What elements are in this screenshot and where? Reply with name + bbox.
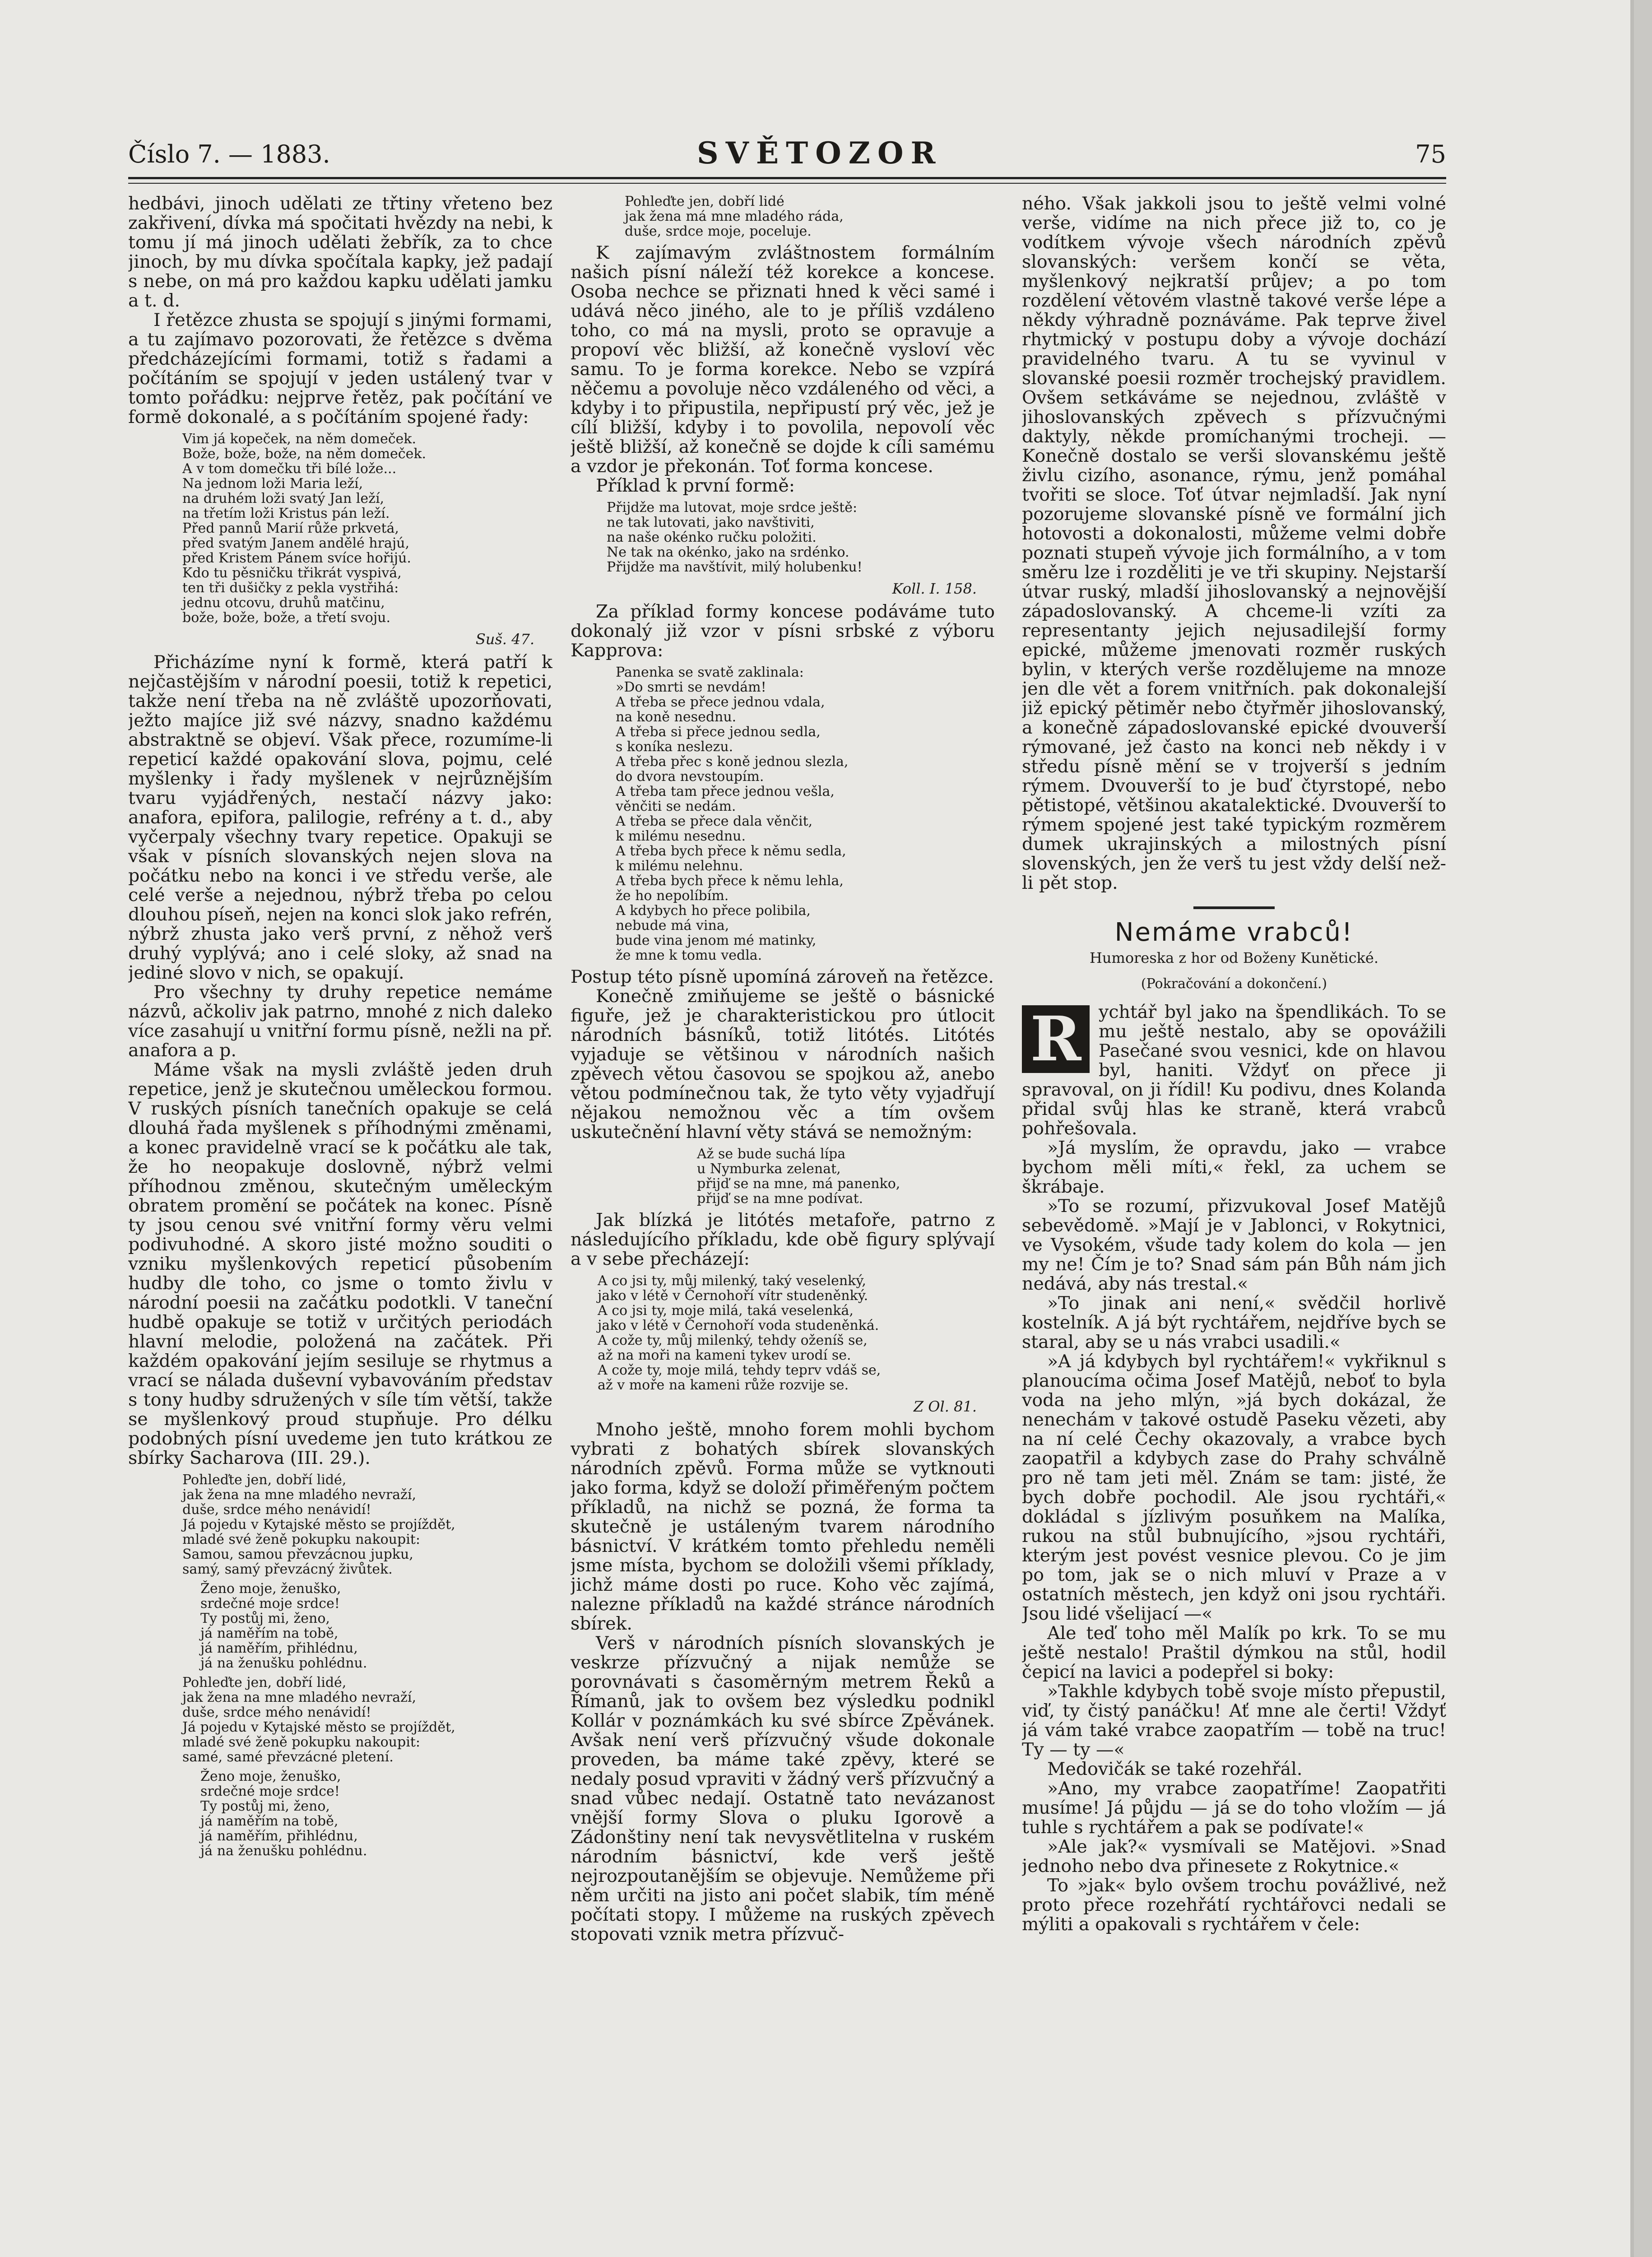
poem-line: na naše okénko ručku položiti. xyxy=(607,529,817,545)
column-1 xyxy=(128,194,552,2135)
paragraph: Medovičák se také rozehřál. xyxy=(1047,1759,1303,1779)
poem-line: bože, bože, bože, a třetí svoju. xyxy=(182,610,391,626)
poem-line: A třeba tam přece jednou vešla, xyxy=(616,784,835,799)
poem-line: že mne k tomu vedla. xyxy=(616,947,762,963)
poem-line: A kdybych ho přece polibila, xyxy=(616,903,811,919)
paragraph: Verš v národních písních slovanských je veskrze přízvučný a nijak nemůže se porovnávati s časoměrným metrem Řeků a Římanů, jak to ovšem bez výsledku podnikl Kollár v poznámkách ku své sbírce Zpěvánek. Avšak není verš přízvučný všude dokonale proveden, ba máme také zpěvy, které se nedaly posud vpraviti v žádný verš přízvučný a snad vůbec nedají. Ostatně tato nevázanost vnější formy Slova o pluku Igorově a Zádonštiny není tak nevysvětlitelna v ruském národním básnictví, kde verš ještě nejrozpoutanějším se objevuje. Nemůžeme při něm určiti na jisto ani počet slabik, tím méně počítati stopy. I můžeme na ruských zpěvech stopovati vznik metra přízvuč- xyxy=(571,1633,995,1945)
poem-example xyxy=(182,1675,552,1765)
paragraph: Pro všechny ty druhy repetice nemáme názvů, ačkoliv jak patrno, mnohé z nich daleko více zasahují u vnitřní formu písně, nežli na př. anafora a p. xyxy=(128,982,552,1061)
poem-example xyxy=(625,194,995,239)
paragraph: Přicházíme nyní k formě, která patří k nejčastějším v národní poesii, totiž k repetici, takže není třeba na ně zvláště upozorňovati, ježto majíce již své názvy, snadno každému abstraktně se objeví. Však přece, rozumíme-li repeticí každé opakování slova, pojmu, celé myšlenky i řady myšlenek v nejrůznějším tvaru vyjádřených, nestačí názvy jako: anafora, epifora, palilogie, refrény a t. d., aby vyčerpaly všechny tvary repetice. Opakuji se však v písních slovanských nejen slova na počátku nebo na konci i ve středu verše, ale celé verše a nejednou, nýbrž třeba po celou dlouhou píseň, nejen na konci slok jako refrén, nýbrž zhusta jako verš první, z něhož verš druhý vyplývá; ano i celé sloky, až snad na jediné slovo v nich, se opakují. xyxy=(128,652,552,983)
story-subtitle: Humoreska z hor od Boženy Kunětické. xyxy=(1089,949,1379,966)
paragraph: Mnoho ještě, mnoho forem mohli bychom vybrati z bohatých sbírek slovanských národních zpěvů. Forma může se vytknouti jako forma, když se doloží přiměřeným počtem příkladů, na nichž se pozná, že forma ta skutečně je ustáleným tvarem národního básnictví. V krátkém tomto přehledu neměli jsme místa, bychom se doložili všemi příklady, jichž máme dosti po ruce. Koho věc zajímá, nalezne příkladů na každé stránce národních sbírek. xyxy=(571,1419,995,1634)
poem-line: Ženo moje, ženuško, xyxy=(200,1581,341,1597)
poem-line: duše, srdce mého nenávidí! xyxy=(182,1502,371,1518)
poem-line: k milému nesednu. xyxy=(616,828,746,844)
poem-line: že ho nepolíbím. xyxy=(616,888,729,904)
poem-line: A v tom domečku tři bílé lože... xyxy=(182,461,397,477)
poem-line: před svatým Janem andělé hrajú, xyxy=(182,535,409,551)
paragraph: Postup této písně upomíná zároveň na řetězce. xyxy=(571,966,994,987)
scan-edge xyxy=(1634,0,1652,2257)
poem-line: Před pannů Marií růže prkvetá, xyxy=(182,520,399,536)
poem-line: Ty postůj mi, ženo, xyxy=(200,1611,330,1626)
paragraph: »Takhle kdybych tobě svoje místo přepustil, viď, ty čistý panáčku! Ať mne ale čerti! Vždyť já vám také vrabce zaopatřím — tobě na truc! Ty — ty —« xyxy=(1022,1681,1446,1760)
poem-line: A třeba bych přece k němu lehla, xyxy=(616,873,844,889)
poem-line: Na jednom loži Maria leží, xyxy=(182,476,363,492)
poem-line: přijď se na mne podívat. xyxy=(697,1191,863,1207)
poem-line: jednu otcovu, druhů matčinu, xyxy=(182,595,385,611)
poem-line: já naměřím na tobě, xyxy=(200,1625,339,1641)
poem-line: duše, srdce mého nenávidí! xyxy=(182,1704,371,1720)
poem-line: A třeba přec s koně jednou slezla, xyxy=(616,754,849,770)
drop-cap: R xyxy=(1022,1005,1090,1073)
paragraph: Máme však na mysli zvláště jeden druh repetice, jenž je skutečnou uměleckou formou. V ruských písních tanečních opakuje se celá dlouhá řada myšlenek s příhodnými změnami, a konec pravidelně vrací se k počátku ale tak, že ho neopakuje doslovně, nýbrž velmi příhodnou změnou, skutečným uměleckým obratem promění se počátek na konec. Písně ty jsou cenou své vnitřní formy věru velmi podivuhodné. A skoro jisté možno souditi o vzniku myšlenkových repeticí působením hudby dle toho, co jsme o tomto živlu v národní poesii na začátku podotkli. V taneční hudbě opakuje se totiž v určitých periodách hlavní melodie, položená na začátek. Při každém opakování jejím sesiluje se rhytmus a vrací se nálada duševní vybavováním představ s tony hudby sdružených v síle tím větší, takže se myšlenkový proud stupňuje. Pro délku podobných písní uvedeme jen tuto krátkou ze sbírky Sacharova (III. 29.). xyxy=(128,1059,552,1468)
paragraph: hedbávi, jinoch udělati ze třtiny vřeteno bez zakřivení, dívka má spočitati hvězdy na nebi, k tomu jí má jinoch udělati žebřík, za to chce jinoch, by mu dívka spočítala kapky, jež padají s nebe, on má pro každou kapku udělati jamku a t. d. xyxy=(128,194,552,311)
poem-example xyxy=(182,432,552,625)
poem-line: A třeba se přece jednou vdala, xyxy=(616,694,825,710)
header-rule xyxy=(128,177,1446,184)
issue-number: Číslo 7. — 1883. xyxy=(128,140,330,168)
paragraph: »Já myslím, že opravdu, jako — vrabce bychom měli míti,« řekl, za uchem se škrábaje. xyxy=(1022,1138,1446,1197)
poem-line: já naměřím na tobě, xyxy=(200,1813,339,1829)
poem-line: já naměřím, přihlédnu, xyxy=(200,1640,358,1656)
poem-line: Pohleďte jen, dobří lidé, xyxy=(182,1675,347,1690)
poem-example xyxy=(697,1147,995,1206)
poem-line: jak žena má mne mladého ráda, xyxy=(625,209,844,224)
poem-line: na třetím loži Kristus pán leží. xyxy=(182,506,390,521)
poem-line: já na ženušku pohlédnu. xyxy=(200,1843,367,1859)
poem-line: A co jsi ty, moje milá, taká veselenká, xyxy=(598,1303,854,1319)
poem-line: k milému nelehnu. xyxy=(616,858,743,874)
poem-line: s koníka neslezu. xyxy=(616,739,733,755)
poem-line: samé, samé převzácné pletení. xyxy=(182,1749,394,1765)
poem-example xyxy=(607,500,995,575)
poem-line: Přijdže ma navštívit, milý holubenku! xyxy=(607,559,863,575)
poem-example xyxy=(182,1472,552,1577)
poem-line: přijď se na mne, má panenko, xyxy=(697,1176,900,1192)
poem-example xyxy=(616,665,995,963)
poem-line: A třeba se přece dala věnčit, xyxy=(616,813,813,829)
poem-line: Kdo tu pěsničku třikrát vyspivá, xyxy=(182,565,402,581)
poem-line: jak žena na mne mladého nevraží, xyxy=(182,1487,416,1503)
poem-line: srdečné moje srdce! xyxy=(200,1783,340,1799)
poem-line: A třeba si přece jednou sedla, xyxy=(616,724,821,740)
story-title: Nemáme vrabců! xyxy=(1114,918,1354,947)
poem-line: Přijdže ma lutovat, moje srdce ještě: xyxy=(607,500,858,515)
poem-example xyxy=(598,1273,995,1393)
poem-line: Pohleďte jen, dobří lidé xyxy=(625,194,784,209)
poem-line: jako v létě v Černohoří vítr studeněnký. xyxy=(598,1288,868,1304)
paragraph: ychtář byl jako na špendlikách. To se mu ještě nestalo, aby se opovážili Pasečané svou vesnici, kde on hlavou byl, haniti. Vždyť on přece ji spravoval, on ji řídil! Ku podivu, dnes Kolanda přidal svůj hlas ke straně, která vrabců pohřešovala. xyxy=(1022,1002,1446,1139)
paragraph: K zajímavým zvláštnostem formálním našich písní náleží též korekce a koncese. Osoba nechce se přiznati hned k věci samé i udává něco jiného, ale to je příliš vzdáleno toho, co má na mysli, proto se opravuje a propoví věc bližší, až konečně vysloví věc samu. To je forma korekce. Nebo se vzpírá něčemu a povoluje něco vzdáleného od věci, a kdyby i to připustila, nepřipustí prý věc, jež je cílí bližší, kdyby i to povolila, nepovolí věc ještě bližší, až konečně se dojde k cíli samému a vzdor je překonán. Toť forma koncese. xyxy=(571,242,995,477)
poem-line: věnčiti se nedám. xyxy=(616,799,736,814)
poem-line: ne tak lutovati, jako navštiviti, xyxy=(607,515,815,530)
poem-line: mladé své ženě pokupku nakoupit: xyxy=(182,1734,420,1750)
column-2 xyxy=(571,194,995,2135)
paragraph: »To se rozumí, přizvukoval Josef Matějů sebevědomě. »Mají je v Jablonci, v Rokytnici, ve Vysokém, všude tady kolem do kola — jen my ne! Čím je to? Snad sám pán Bůh nám jich nedává, aby nás trestal.« xyxy=(1022,1196,1446,1294)
poem-line: Vim já kopeček, na něm domeček. xyxy=(182,431,416,447)
poem-line: Já pojedu v Kytajské město se projíždět, xyxy=(182,1719,455,1735)
paragraph: Za příklad formy koncese podáváme tuto dokonalý již vzor v písni srbské z výboru Kapprova: xyxy=(571,601,995,661)
poem-line: na koně nesednu. xyxy=(616,709,737,725)
poem-line: Ne tak na okénko, jako na srdénko. xyxy=(607,544,849,560)
paragraph: Ale teď toho měl Malík po krk. To se mu ještě nestalo! Praštil dýmkou na stůl, hodil čepicí na lavici a podepřel si boky: xyxy=(1022,1623,1446,1682)
poem-line: Až se bude suchá lípa xyxy=(697,1146,846,1162)
poem-line: A třeba bych přece k němu sedla, xyxy=(616,843,846,859)
poem-line: až v moře na kameni růže rozvije se. xyxy=(598,1377,849,1393)
poem-line: ten tři dušičky z pekla vystřihá: xyxy=(182,580,399,596)
citation: Z Ol. 81. xyxy=(913,1398,977,1415)
citation: Suš. 47. xyxy=(475,631,534,648)
section-divider xyxy=(1193,906,1275,909)
poem-line: před Kristem Pánem svíce hořijú. xyxy=(182,550,411,566)
poem-line: na druhém loži svatý Jan leží, xyxy=(182,491,385,506)
story-note: (Pokračování a dokončení.) xyxy=(1141,976,1327,992)
poem-line: »Do smrti se nevdám! xyxy=(616,679,766,695)
poem-line: Samou, samou převzácnou jupku, xyxy=(182,1546,413,1562)
poem-line: duše, srdce moje, poceluje. xyxy=(625,223,812,239)
poem-line: Já pojedu v Kytajské město se projíždět, xyxy=(182,1517,455,1533)
magazine-title: SVĚTOZOR xyxy=(697,135,943,171)
page-header xyxy=(128,135,1446,172)
poem-line: mladé své ženě pokupku nakoupit: xyxy=(182,1532,420,1547)
poem-line: já na ženušku pohlédnu. xyxy=(200,1655,367,1671)
paragraph: »To jinak ani není,« svědčil horlivě kostelník. A já být rychtářem, nejdříve bych se staral, aby se u nás vrabci usadili.« xyxy=(1022,1293,1446,1352)
scan-edge-shadow xyxy=(1630,0,1634,2257)
poem-line: jak žena na mne mladého nevraží, xyxy=(182,1690,416,1705)
paragraph: ného. Však jakkoli jsou to ještě velmi volné verše, vidíme na nich přece již to, co je vodítkem vývoje všech národních zpěvů slovanských: veršem končí se věta, myšlenkový nejkratší průjev; a po tom rozdělení větovém vlastně takové verše lépe a někdy výhradně poznáváme. Pak teprve živel rhytmický v postupu doby a vývoje dochází pravidelného tvaru. A tu se vyvinul v slovanské poesii rozměr trochejský pravidlem. Ovšem setkáváme se nejednou, zvláště v jihoslovanských zpěvech s přízvučnými daktyly, někde promíchanými trocheji. — Konečně dostalo se verši slovanskému ještě živlu cizího, asonance, rýmu, jenž pomáhal tvořiti se sloce. Toť útvar nejmladší. Jak nyní pozorujeme slovanské písně ve formální jich hotovosti a dokonalosti, můžeme velmi dobře poznati stupeň vývoje jich formálního, a v tom směru lze i rozděliti je ve tři skupiny. Nejstarší útvar ruský, mladší jihoslovanský a nejnovější západoslovanský. A chceme-li vzíti za representanty jejich nejusadilejší formy epické, můžeme jmenovati rozměr ruských bylin, v kterých verše rozdělujeme na mnoze jen dle vět a forem vnitřních. pak dokonalejší již epický pětiměr nebo čtyřměr jihoslovanský, a konečně západoslovanské epické dvouverší rýmované, jež často na konci neb někdy i v středu písně mění se v trojverší s jedním rýmem. Dvouverší to je buď čtyrstopé, nebo pětistopé, většinou akatalektické. Dvouverší to rýmem spojené jest také typickým rozměrem dumek ukrajinských a milostných písní slovenských, jen že verš tu jest vždy delší než-li pět stop. xyxy=(1022,194,1446,893)
poem-line: až na moři na kameni tykev urodí se. xyxy=(598,1347,851,1363)
poem-line: A cože ty, moje milá, tehdy teprv vdáš se, xyxy=(598,1362,881,1378)
poem-line: nebude má vina, xyxy=(616,918,729,933)
poem-line: Ženo moje, ženuško, xyxy=(200,1769,341,1784)
poem-line: do dvora nevstoupím. xyxy=(616,769,764,785)
paragraph: To »jak« bylo ovšem trochu povážlivé, než proto přece rozehřátí rychtářovci nedali se mýliti a opakovali s rychtářem v čele: xyxy=(1022,1875,1446,1935)
poem-line: A cože ty, můj milenký, tehdy oženíš se, xyxy=(598,1333,868,1348)
poem-line: Bože, bože, bože, na něm domeček. xyxy=(182,446,427,462)
poem-line: Pohleďte jen, dobří lidé, xyxy=(182,1472,347,1488)
poem-example xyxy=(182,1769,552,1858)
poem-line: u Nymburka zelenat, xyxy=(697,1161,841,1177)
poem-line: Ty postůj mi, ženo, xyxy=(200,1798,330,1814)
paragraph: »Ale jak?« vysmívali se Matějovi. »Snad jednoho nebo dva přinesete z Rokytnice.« xyxy=(1022,1836,1446,1876)
paragraph: »Ano, my vrabce zaopatříme! Zaopatřiti musíme! Já půjdu — já se do toho vložím — já tuhle s rychtářem a pak se podívate!« xyxy=(1022,1778,1446,1838)
citation: Koll. I. 158. xyxy=(892,580,977,597)
poem-example xyxy=(182,1581,552,1671)
poem-line: srdečné moje srdce! xyxy=(200,1596,340,1611)
poem-line: A co jsi ty, můj milenký, taký veselenký, xyxy=(598,1273,866,1289)
paragraph: I řetězce zhusta se spojují s jinými formami, a tu zajímavo pozorovati, že řetězce s dvěma předcházejícími formami, totiž s řadami a počítáním se spojují v jeden ustálený tvar v tomto pořádku: nejprve řetěz, pak počítání ve formě dokonalé, a s počítáním spojené řady: xyxy=(128,310,552,427)
poem-line: bude vina jenom mé matinky, xyxy=(616,933,817,948)
paragraph: Konečně zmiňujeme se ještě o básnické figuře, jež je charakteristickou pro útlocit národních básníků, totiž litótés. Litótés vyjaduje se většinou v národních našich zpěvech větou časovou se spojkou až, anebo větou podmínečnou tak, že tyto věty vyjadřují nějakou nemožnou věc a tím ovšem uskutečnění hlavní věty stává se nemožným: xyxy=(571,986,995,1142)
poem-line: samý, samý převzácný živůtek. xyxy=(182,1561,393,1577)
column-3 xyxy=(1022,194,1446,2135)
poem-line: Panenka se svatě zaklinala: xyxy=(616,664,804,680)
paragraph: Jak blízká je litótés metafoře, patrno z následujícího příkladu, kde obě figury splývají a v sebe přecházejí: xyxy=(571,1210,995,1269)
paragraph: »A já kdybych byl rychtářem!« vykřiknul s planoucíma očima Josef Matějů, neboť to byla voda na jeho mlýn, »já bych dokázal, že nenechám v takové ostudě Paseku vězeti, aby na ní celé Čechy okazovaly, a vrabce bych zaopatřil a kdybych zase do Prahy schválně pro ně tam jeti měl. Znám se tam: jisté, že bych dobře pochodil. Ale jsou rychtáři,« dokládal s jízlivým posuňkem na Malíka, rukou na stůl bubnujícího, »jsou rychtáři, kterým jest povést vesnice plevou. Co je jim po tom, jak se o nich mluví v Praze a v ostatních městech, jen když oni jsou rychtáři. Jsou lidé všelijací —« xyxy=(1022,1351,1446,1624)
poem-line: já naměřím, přihlédnu, xyxy=(200,1828,358,1844)
poem-line: jako v létě v Černohoří voda studeněnká. xyxy=(598,1318,879,1333)
paragraph: Příklad k první formě: xyxy=(596,475,795,496)
page-number: 75 xyxy=(1415,140,1446,168)
